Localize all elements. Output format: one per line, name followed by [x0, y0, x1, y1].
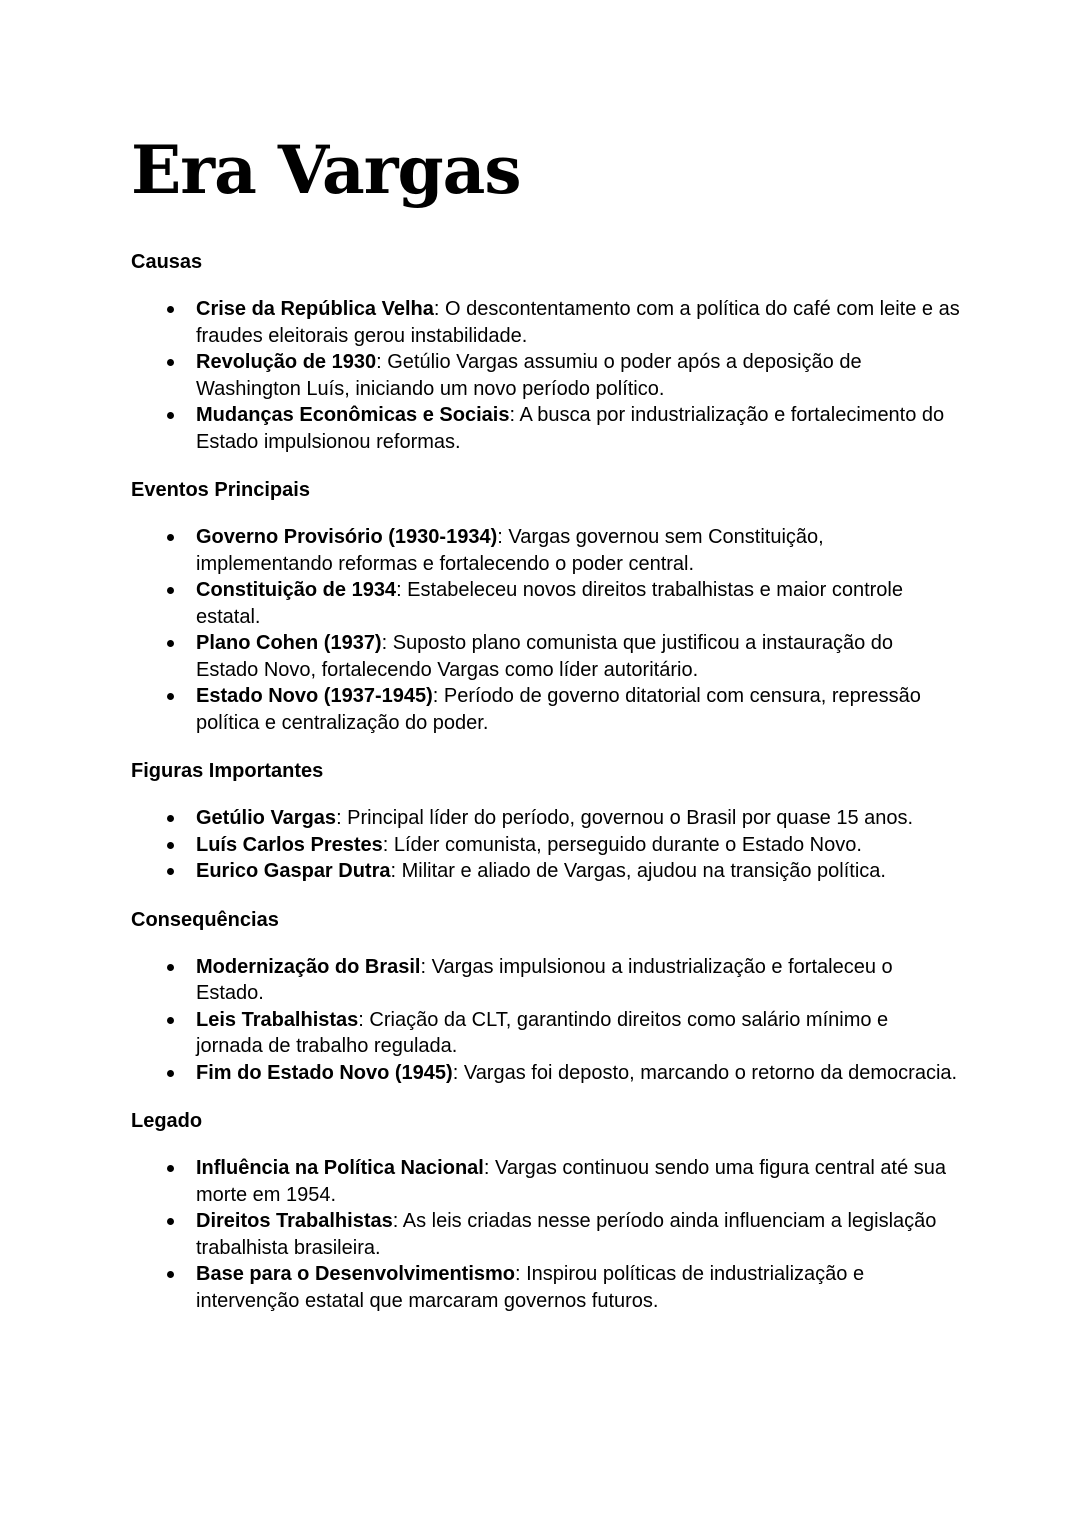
item-text: : Vargas governou sem Constituição, implementando reformas e fortalecendo o poder central.: [196, 526, 824, 575]
section-heading: Figuras Importantes: [131, 760, 324, 782]
bullet-list: [131, 1155, 960, 1314]
item-text: : Vargas impulsionou a industrialização e fortaleceu o Estado.: [196, 955, 893, 1004]
item-text: : A busca por industrialização e fortalecimento do Estado impulsionou reformas.: [196, 404, 945, 453]
bullet-list: [131, 805, 960, 885]
item-term: Estado Novo (1937-1945): [196, 685, 433, 707]
item-term: Plano Cohen (1937): [196, 632, 382, 654]
bullet-icon: [167, 868, 174, 875]
bullet-list: [131, 954, 960, 1087]
item-term: Governo Provisório (1930-1934): [196, 526, 498, 548]
section-heading: Causas: [131, 251, 203, 273]
section-causas: [131, 249, 960, 455]
item-text: : Vargas continuou sendo uma figura central até sua morte em 1954.: [196, 1157, 946, 1206]
item-text: : Suposto plano comunista que justificou a instauração do Estado Novo, fortalecendo Vargas como líder autoritário.: [196, 632, 894, 681]
item-term: Mudanças Econômicas e Sociais: [196, 404, 510, 426]
item-term: Getúlio Vargas: [196, 807, 337, 829]
section-heading: Legado: [131, 1110, 203, 1132]
item-term: Influência na Política Nacional: [196, 1157, 484, 1179]
list-item: [131, 1208, 960, 1261]
bullet-icon: [167, 1070, 174, 1077]
list-item: [131, 1155, 960, 1208]
item-text: : O descontentamento com a política do café com leite e as fraudes eleitorais gerou instabilidade.: [196, 298, 960, 347]
list-item: [131, 683, 960, 736]
bullet-icon: [167, 964, 174, 971]
item-text: : Período de governo ditatorial com censura, repressão política e centralização do poder.: [196, 685, 921, 734]
item-term: Crise da República Velha: [196, 298, 434, 320]
bullet-icon: [167, 842, 174, 849]
item-term: Modernização do Brasil: [196, 955, 421, 978]
bullet-icon: [167, 693, 174, 700]
list-item: [131, 1261, 960, 1314]
list-item: [131, 349, 960, 402]
section-heading: Eventos Principais: [131, 479, 310, 501]
bullet-icon: [167, 534, 174, 541]
item-term: Base para o Desenvolvimentismo: [196, 1263, 516, 1285]
bullet-icon: [167, 587, 174, 594]
list-item: [131, 1060, 960, 1087]
item-text: : Líder comunista, perseguido durante o Estado Novo.: [382, 833, 862, 856]
list-item: [131, 832, 960, 859]
bullet-list: [131, 524, 960, 736]
bullet-icon: [167, 306, 174, 313]
list-item: [131, 805, 960, 832]
item-text: : Estabeleceu novos direitos trabalhistas e maior controle estatal.: [196, 579, 903, 628]
item-term: Revolução de 1930: [196, 351, 377, 373]
bullet-icon: [167, 640, 174, 647]
bullet-icon: [167, 1271, 174, 1278]
section-eventos-principais: [131, 477, 960, 736]
item-text: : Vargas foi deposto, marcando o retorno da democracia.: [452, 1061, 958, 1084]
list-item: [131, 577, 960, 630]
section-heading: Consequências: [131, 908, 279, 931]
list-item: [131, 954, 960, 1007]
page-title: Era Vargas: [131, 131, 521, 209]
item-text: : As leis criadas nesse período ainda influenciam a legislação trabalhista brasileira.: [196, 1210, 937, 1259]
item-text: : Criação da CLT, garantindo direitos como salário mínimo e jornada de trabalho regulada.: [196, 1008, 889, 1057]
item-text: : Getúlio Vargas assumiu o poder após a deposição de Washington Luís, iniciando um novo período político.: [196, 351, 862, 400]
bullet-list: [131, 296, 960, 455]
item-term: Eurico Gaspar Dutra: [196, 860, 391, 882]
list-item: [131, 1007, 960, 1060]
item-text: : Principal líder do período, governou o Brasil por quase 15 anos.: [336, 807, 914, 829]
item-term: Leis Trabalhistas: [196, 1008, 359, 1031]
item-term: Constituição de 1934: [196, 579, 397, 601]
item-term: Fim do Estado Novo (1945): [196, 1061, 453, 1084]
bullet-icon: [167, 1218, 174, 1225]
list-item: [131, 296, 960, 349]
item-term: Direitos Trabalhistas: [196, 1210, 393, 1232]
bullet-icon: [167, 1017, 174, 1024]
section-consequencias: [131, 907, 960, 1087]
list-item: [131, 402, 960, 455]
section-figuras-importantes: [131, 758, 960, 885]
section-legado: [131, 1108, 960, 1314]
list-item: [131, 524, 960, 577]
bullet-icon: [167, 412, 174, 419]
list-item: [131, 858, 960, 885]
bullet-icon: [167, 359, 174, 366]
item-term: Luís Carlos Prestes: [196, 833, 383, 856]
item-text: : Militar e aliado de Vargas, ajudou na transição política.: [390, 860, 886, 882]
bullet-icon: [167, 815, 174, 822]
item-text: : Inspirou políticas de industrialização e intervenção estatal que marcaram governos futuros.: [196, 1263, 865, 1312]
bullet-icon: [167, 1165, 174, 1172]
list-item: [131, 630, 960, 683]
